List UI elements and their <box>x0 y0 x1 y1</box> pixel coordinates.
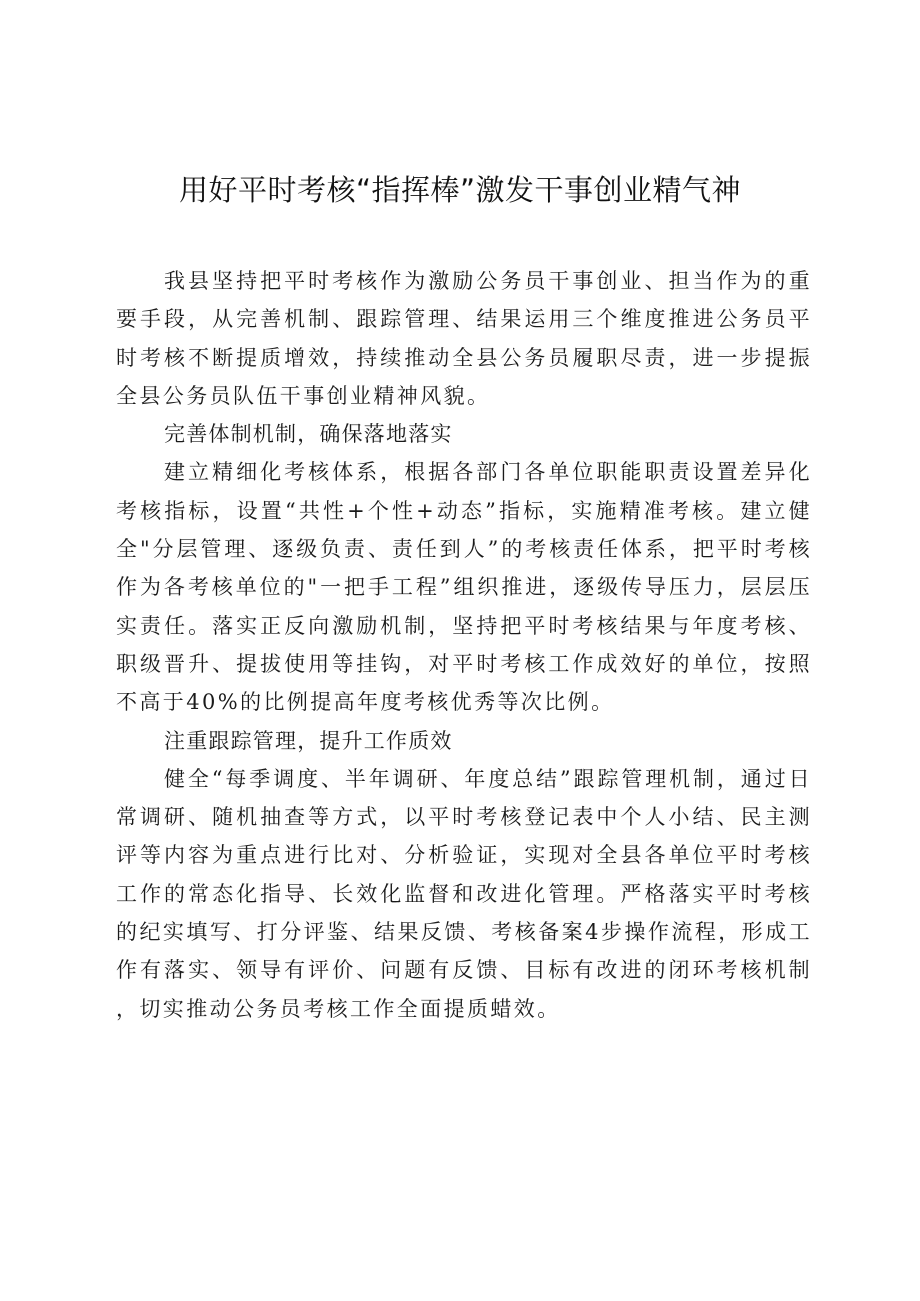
mechanism-paragraph: 建立精细化考核体系，根据各部门各单位职能职责设置差异化考核指标，设置“共性+个性+动态”指标，实施精准考核。建立健全"分层管理、逐级负责、责任到人”的考核责任体系，把平时考核作为各考核单位的"一把手工程”组织推进，逐级传导压力，层层压实责任。落实正反向激励机制，坚持把平时考核结果与年度考核、职级晋升、提拔使用等挂钩，对平时考核工作成效好的单位，按照不高于40%的比例提高年度考核优秀等次比例。 <box>116 460 812 715</box>
intro-paragraph: 我县坚持把平时考核作为激励公务员干事创业、担当作为的重要手段，从完善机制、跟踪管理、结果运用三个维度推进公务员平时考核不断提质增效，持续推动全县公务员履职尽责，进一步提振全县公务员队伍干事创业精神风貌。 <box>116 269 812 408</box>
section-heading-tracking: 注重跟踪管理，提升工作质效 <box>164 728 453 753</box>
tracking-paragraph: 健全“每季调度、半年调研、年度总结”跟踪管理机制，通过日常调研、随机抽查等方式，以平时考核登记表中个人小结、民主测评等内容为重点进行比对、分析验证，实现对全县各单位平时考核工作的常态化指导、长效化监督和改进化管理。严格落实平时考核的纪实填写、打分评鉴、结果反馈、考核备案4步操作流程，形成工作有落实、领导有评价、问题有反馈、目标有改进的闭环考核机制，切实推动公务员考核工作全面提质蜡效。 <box>116 766 812 1021</box>
section-heading-mechanism: 完善体制机制，确保落地落实 <box>164 422 453 447</box>
document-title: 用好平时考核“指挥棒”激发干事创业精气神 <box>178 173 742 207</box>
document-body <box>116 262 812 1028</box>
